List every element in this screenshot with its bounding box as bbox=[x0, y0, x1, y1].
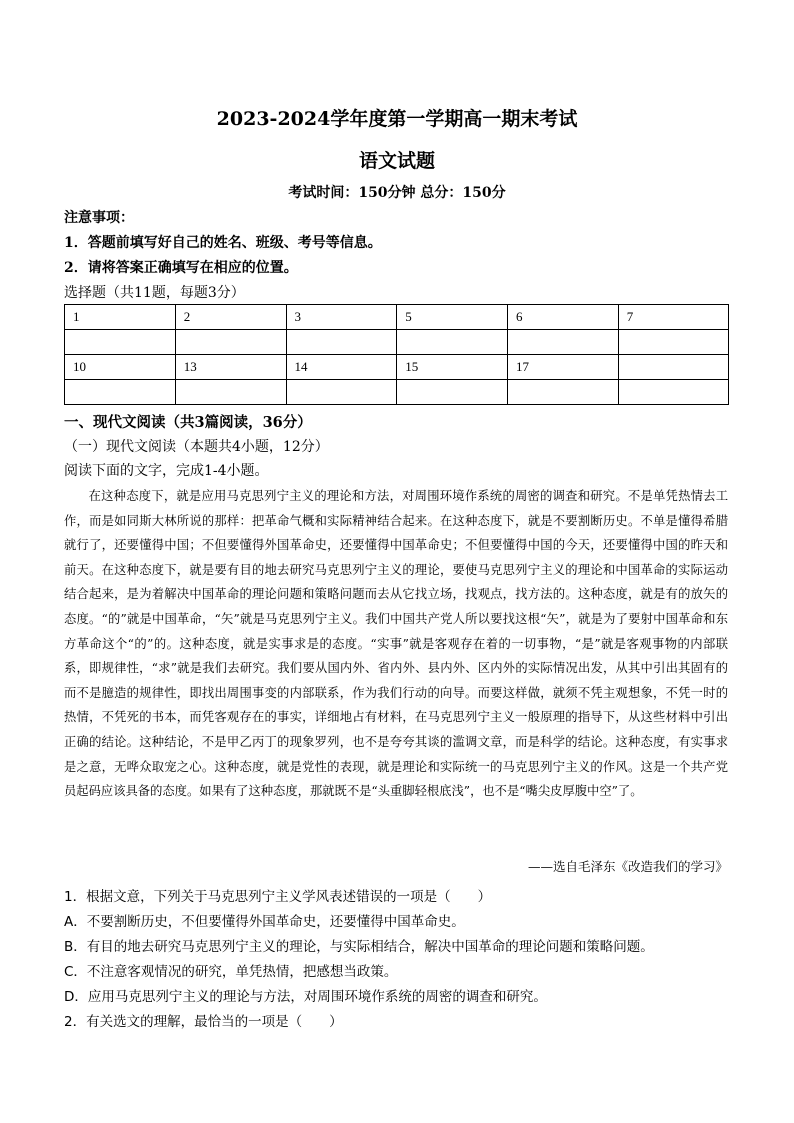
option-b[interactable]: B．有目的地去研究马克思列宁主义的理论，与实际相结合，解决中国革命的理论问题和策略问题。 bbox=[64, 939, 654, 955]
reading-passage bbox=[64, 484, 728, 804]
table-cell: 14 bbox=[286, 355, 397, 380]
note-item: 1．答题前填写好自己的姓名、班级、考号等信息。 bbox=[64, 235, 382, 251]
section-heading: 一、现代文阅读（共3篇阅读，36分） bbox=[64, 414, 312, 431]
answer-cell[interactable] bbox=[65, 330, 176, 355]
sub-section-heading: （一）现代文阅读（本题共4小题，12分） bbox=[64, 439, 329, 455]
table-cell: 6 bbox=[508, 305, 619, 330]
option-d[interactable]: D．应用马克思列宁主义的理论与方法，对周围环境作系统的周密的调查和研究。 bbox=[64, 989, 547, 1005]
exam-title: 2023-2024学年度第一学期高一期末考试 bbox=[216, 108, 578, 130]
table-row bbox=[65, 305, 729, 330]
note-item: 2．请将答案正确填写在相应的位置。 bbox=[64, 260, 298, 276]
answer-cell[interactable] bbox=[65, 380, 176, 405]
question-2-stem: 2．有关选文的理解，最恰当的一项是（ ） bbox=[64, 1014, 343, 1030]
answer-cell[interactable] bbox=[286, 380, 397, 405]
table-cell: 10 bbox=[65, 355, 176, 380]
notes-heading: 注意事项： bbox=[64, 210, 134, 226]
answer-cell[interactable] bbox=[286, 330, 397, 355]
answer-table bbox=[64, 304, 729, 405]
question-1-stem: 1．根据文意，下列关于马克思列宁主义学风表述错误的一项是（ ） bbox=[64, 889, 492, 905]
subject-title: 语文试题 bbox=[358, 150, 435, 172]
table-cell bbox=[618, 355, 728, 380]
table-cell: 7 bbox=[618, 305, 728, 330]
passage-paragraph: 在这种态度下，就是应用马克思列宁主义的理论和方法，对周围环境作系统的周密的调查和研究。不是单凭热情去工作，而是如同斯大林所说的那样：把革命气概和实际精神结合起来。在这种态度下，就是不要割断历史。不单是懂得希腊就行了，还要懂得中国；不但要懂得外国革命史，还要懂得中国革命史；不但要懂得中国的今天，还要懂得中国的昨天和前天。在这种态度下，就是要有目的地去研究马克思列宁主义的理论，要使马克思列宁主义的理论和中国革命的实际运动结合起来，是为着解决中国革命的理论问题和策略问题而去从它找立场，找观点，找方法的。这种态度，就是有的放矢的态度。“的”就是中国革命，“矢”就是马克思列宁主义。我们中国共产党人所以要找这根“矢”，就是为了要射中国革命和东方革命这个“的”的。这种态度，就是实事求是的态度。“实事”就是客观存在着的一切事物，“是”就是客观事物的内部联系，即规律性，“求”就是我们去研究。我们要从国内外、省内外、县内外、区内外的实际情况出发，从其中引出其固有的而不是臆造的规律性，即找出周围事变的内部联系，作为我们行动的向导。而要这样做，就须不凭主观想象，不凭一时的热情，不凭死的书本，而凭客观存在的事实，详细地占有材料，在马克思列宁主义一般原理的指导下，从这些材料中引出正确的结论。这种结论，不是甲乙丙丁的现象罗列，也不是夸夸其谈的滥调文章，而是科学的结论。这种态度，有实事求是之意，无哗众取宠之心。这种态度，就是党性的表现，就是理论和实际统一的马克思列宁主义的作风。这是一个共产党员起码应该具备的态度。如果有了这种态度，那就既不是“头重脚轻根底浅”，也不是“嘴尖皮厚腹中空”了。 bbox=[64, 489, 728, 799]
answer-cell[interactable] bbox=[508, 330, 619, 355]
answer-cell[interactable] bbox=[175, 330, 286, 355]
exam-info: 考试时间：150分钟 总分：150分 bbox=[288, 185, 506, 201]
answer-cell[interactable] bbox=[175, 380, 286, 405]
table-cell: 3 bbox=[286, 305, 397, 330]
table-row bbox=[65, 330, 729, 355]
passage-source: ——选自毛泽东《改造我们的学习》 bbox=[527, 859, 728, 874]
table-cell: 5 bbox=[397, 305, 508, 330]
answer-cell[interactable] bbox=[618, 380, 728, 405]
answer-cell[interactable] bbox=[618, 330, 728, 355]
answer-table-caption: 选择题（共11题，每题3分） bbox=[64, 285, 245, 301]
option-a[interactable]: A．不要割断历史，不但要懂得外国革命史，还要懂得中国革命史。 bbox=[64, 914, 465, 930]
table-cell: 17 bbox=[508, 355, 619, 380]
table-cell: 1 bbox=[65, 305, 176, 330]
answer-cell[interactable] bbox=[508, 380, 619, 405]
table-cell: 15 bbox=[397, 355, 508, 380]
table-cell: 13 bbox=[175, 355, 286, 380]
answer-cell[interactable] bbox=[397, 380, 508, 405]
table-row bbox=[65, 380, 729, 405]
reading-instruction: 阅读下面的文字，完成1-4小题。 bbox=[64, 463, 269, 479]
answer-cell[interactable] bbox=[397, 330, 508, 355]
table-cell: 2 bbox=[175, 305, 286, 330]
table-row bbox=[65, 355, 729, 380]
option-c[interactable]: C．不注意客观情况的研究，单凭热情，把感想当政策。 bbox=[64, 964, 398, 980]
